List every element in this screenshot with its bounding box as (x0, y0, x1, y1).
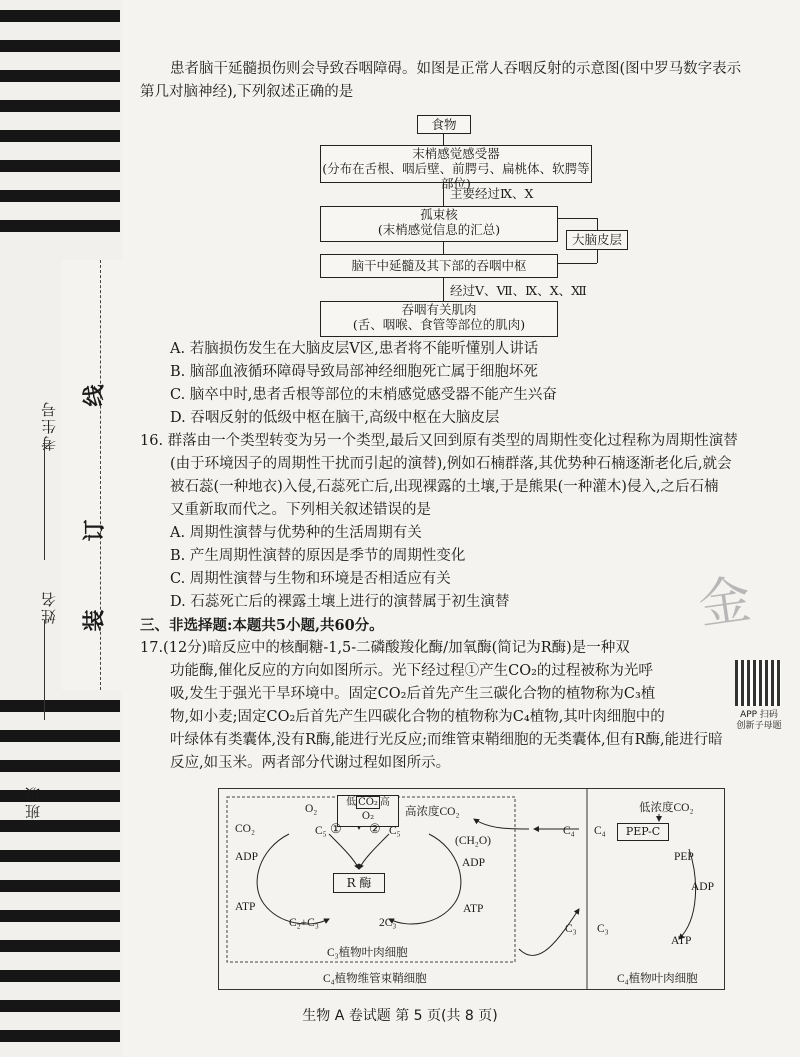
c4-sheath-caption: C₄植物维管束鞘细胞 (323, 973, 427, 985)
q16-option-d: D. 石蕊死亡后的裸露土壤上进行的演替属于初生演替 (170, 594, 510, 610)
ch2o-label: (CH₂O) (455, 835, 491, 847)
q16-stem-line3: 被石蕊(一种地衣)入侵,石蕊死亡后,出现裸露的土壤,于是熊果(一种灌木)侵入,之后石楠 (170, 479, 719, 495)
high-co2-label: 高浓度CO₂ (405, 806, 460, 818)
q17-line2: 功能酶,催化反应的方向如图所示。光下经过程①产生CO₂的过程被称为光呼 (170, 663, 653, 679)
q16-stem-line1: 16. 群落由一个类型转变为另一个类型,最后又回到原有类型的周期性变化过程称为周期性演替 (140, 433, 738, 449)
question-content (140, 58, 790, 104)
q15-intro-line2: 第几对脑神经),下列叙述正确的是 (140, 84, 354, 100)
binding-margin (0, 0, 122, 1057)
q15-option-d: D. 吞咽反射的低级中枢在脑干,高级中枢在大脑皮层 (170, 410, 500, 426)
watermark: 金 (694, 569, 755, 637)
muscle-box: 吞咽有关肌肉 (舌、咽喉、食管等部位的肌肉) (320, 301, 558, 337)
via-nerves2-label: 经过Ⅴ、Ⅶ、Ⅸ、Ⅹ、Ⅻ (450, 283, 587, 298)
process-2-label: ② (369, 821, 381, 836)
q15-options (140, 338, 790, 775)
q16-option-c: C. 周期性演替与生物和环境是否相适应有关 (170, 571, 451, 587)
receptor-box: 末梢感觉感受器 (分布在舌根、咽后壁、前腭弓、扁桃体、软腭等部位) (320, 145, 592, 183)
binding-mark-ding: 订 (82, 519, 108, 542)
c4-meso-label: C₄ (594, 825, 606, 837)
binding-mark-zhuang: 装 (82, 609, 108, 632)
q15-option-b: B. 脑部血液循环障碍导致局部神经细胞死亡属于细胞坏死 (170, 364, 538, 380)
pep-c-box: PEP-C (617, 823, 669, 841)
q15-intro-line1: 患者脑干延髓损伤则会导致吞咽障碍。如图是正常人吞咽反射的示意图(图中罗马数字表示 (170, 61, 742, 77)
q17-line6: 反应,如玉米。两者部分代谢过程如图所示。 (170, 755, 451, 771)
nucleus-box: 孤束核 (末梢感觉信息的汇总) (320, 206, 558, 242)
adp-c4-label: ADP (691, 881, 715, 893)
swallow-reflex-flowchart (300, 110, 630, 340)
q16-option-a: A. 周期性演替与优势种的生活周期有关 (170, 525, 422, 541)
pep-label: PEP (674, 851, 694, 863)
c3-mesophyll-caption: C₃植物叶肉细胞 (327, 947, 408, 959)
2c3-label: 2C₃ (379, 917, 397, 929)
q17-line1: 17.(12分)暗反应中的核酮糖-1,5-二磷酸羧化酶/加氧酶(简记为R酶)是一种双 (140, 640, 630, 656)
food-box: 食物 (417, 115, 471, 134)
qr-caption: APP 扫码 创新子母题 (736, 710, 782, 731)
q15-option-c: C. 脑卒中时,患者舌根等部位的末梢感觉感受器不能产生兴奋 (170, 387, 557, 403)
q17-line3: 吸,发生于强光干旱环境中。固定CO₂后首先产生三碳化合物的植物称为C₃植 (170, 686, 656, 702)
co2-left-label: CO₂ (235, 823, 255, 835)
section-3-heading: 三、非选择题:本题共5小题,共60分。 (140, 617, 384, 634)
o2-label: O₂ (305, 803, 318, 815)
c3-sheath-label: C₃ (565, 923, 577, 935)
adp-right-label: ADP (462, 857, 486, 869)
c2c3-label: C₂+C₃ (289, 917, 319, 929)
diagram-arrows (219, 789, 724, 989)
c5-left-label: C₅ (315, 825, 327, 837)
co2-o2-ratio-box: 低 CO₂ 高 O₂ (337, 795, 399, 827)
exam-no-label: 考生号 (40, 400, 58, 451)
atp-left-label: ATP (235, 901, 256, 913)
low-co2-label: 低浓度CO₂ (639, 802, 694, 814)
process-1-label: ① (330, 821, 342, 836)
q17-line4: 物,如小麦;固定CO₂后首先产生四碳化合物的植物称为C₄植物,其叶肉细胞中的 (170, 709, 665, 725)
adp-left-label: ADP (235, 851, 259, 863)
class-label: 班级 (24, 785, 42, 819)
c3-c4-diagram (218, 788, 725, 990)
q16-stem-line2: (由于环境因子的周期性干扰而引起的演替),例如石楠群落,其优势种石楠逐渐老化后,就会 (170, 456, 732, 472)
q15-option-a: A. 若脑损伤发生在大脑皮层Ⅴ区,患者将不能听懂别人讲话 (170, 341, 539, 357)
name-label: 姓名 (40, 590, 58, 624)
q17-line5: 叶绿体有类囊体,没有R酶,能进行光反应;而维管束鞘细胞的无类囊体,但有R酶,能进行暗 (170, 732, 723, 748)
q16-stem-line4: 又重新取而代之。下列相关叙述错误的是 (170, 502, 431, 518)
atp-right-label: ATP (463, 903, 484, 915)
c4-mesophyll-caption: C₄植物叶肉细胞 (617, 973, 698, 985)
atp-c4-label: ATP (671, 935, 692, 947)
q16-option-b: B. 产生周期性演替的原因是季节的周期性变化 (170, 548, 466, 564)
page-footer: 生物 A 卷试题 第 5 页(共 8 页) (302, 1008, 498, 1024)
c5-right-label: C₅ (389, 825, 401, 837)
binding-mark-line: 线 (82, 384, 108, 407)
c3-meso-label: C₃ (597, 923, 609, 935)
cortex-box: 大脑皮层 (566, 230, 628, 250)
center-box: 脑干中延髓及其下部的吞咽中枢 (320, 254, 558, 278)
qr-code[interactable] (735, 660, 781, 706)
r-enzyme-box: R 酶 (333, 873, 385, 893)
via-nerves-label: 主要经过Ⅸ、Ⅹ (450, 186, 534, 201)
c4-sheath-label: C₄ (563, 825, 575, 837)
